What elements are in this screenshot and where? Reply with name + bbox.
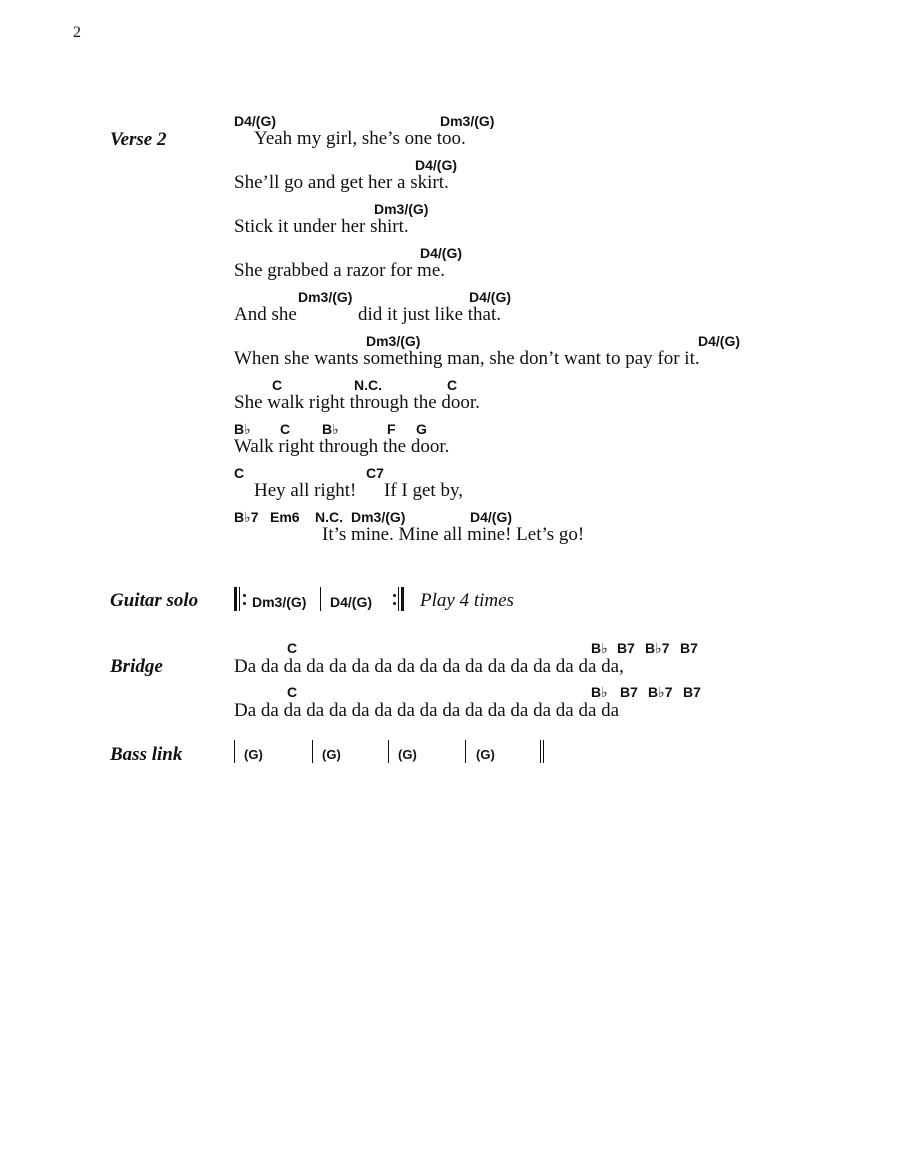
chord: B7 (683, 684, 701, 700)
chord: Dm3/(G) (298, 289, 353, 305)
bar-line (320, 587, 321, 611)
chord: B7 (680, 640, 698, 656)
chord: D4/(G) (330, 594, 372, 610)
chord: D4/(G) (698, 333, 740, 349)
repeat-end-thin-bar (398, 587, 399, 611)
chord: C (234, 465, 245, 481)
repeat-dot (243, 594, 246, 597)
chord: F (387, 421, 396, 437)
chord: B♭ (322, 421, 339, 437)
page-number: 2 (73, 24, 81, 41)
bar-line (388, 740, 389, 763)
chord: C (272, 377, 283, 393)
chord: Dm3/(G) (440, 113, 495, 129)
section-label-verse2: Verse 2 (110, 129, 167, 150)
lyric-line: Walk right through the door. (234, 436, 450, 457)
section-label-bridge: Bridge (110, 656, 163, 677)
final-bar-thin (540, 740, 541, 763)
chord: D4/(G) (469, 289, 511, 305)
chord: Dm3/(G) (252, 594, 307, 610)
chord: B♭ (234, 421, 251, 437)
chord: Em6 (270, 509, 300, 525)
chord: Dm3/(G) (366, 333, 421, 349)
lyric-line: She grabbed a razor for me. (234, 260, 446, 281)
final-bar-thin (543, 740, 544, 763)
chord: Dm3/(G) (374, 201, 429, 217)
chord: C (447, 377, 458, 393)
chord: D4/(G) (420, 245, 462, 261)
chord: (G) (398, 747, 417, 762)
chord: B♭7 (234, 509, 259, 525)
lyric-line: Hey all right! (254, 480, 357, 501)
chord: G (416, 421, 427, 437)
lyric-line: And she (234, 304, 297, 325)
chord: B7 (620, 684, 638, 700)
lyric-line: Stick it under her shirt. (234, 216, 409, 237)
chord: (G) (322, 747, 341, 762)
lyric-line: She’ll go and get her a skirt. (234, 172, 449, 193)
chord: B7 (617, 640, 635, 656)
chord: C (287, 640, 298, 656)
section-label-bass-link: Bass link (110, 744, 183, 765)
section-label-guitar-solo: Guitar solo (110, 590, 199, 611)
repeat-end-thick-bar (401, 587, 404, 611)
repeat-start-thick-bar (234, 587, 237, 611)
chord: (G) (476, 747, 495, 762)
play-times-note: Play 4 times (420, 590, 514, 611)
chord: D4/(G) (470, 509, 512, 525)
lyric-line: Da da da da da da da da da da da da da da da da da (234, 700, 620, 721)
chord: B♭7 (648, 684, 673, 700)
chord: D4/(G) (234, 113, 276, 129)
chord: B♭ (591, 684, 608, 700)
chord: B♭7 (645, 640, 670, 656)
chord: N.C. (354, 377, 382, 393)
repeat-dot (393, 602, 396, 605)
chord: N.C. (315, 509, 343, 525)
bar-line (312, 740, 313, 763)
chord: C (280, 421, 291, 437)
lyric-line: If I get by, (384, 480, 463, 501)
lyric-line: It’s mine. Mine all mine! Let’s go! (322, 524, 585, 545)
lyric-line: Da da da da da da da da da da da da da da da da da, (234, 656, 624, 677)
repeat-start-thin-bar (239, 587, 240, 611)
chord: C (287, 684, 298, 700)
lyric-line: did it just like that. (358, 304, 502, 325)
chord: C7 (366, 465, 384, 481)
chord: Dm3/(G) (351, 509, 406, 525)
bar-line (234, 740, 235, 763)
chord: (G) (244, 747, 263, 762)
repeat-dot (393, 594, 396, 597)
lyric-line: Yeah my girl, she’s one too. (254, 128, 466, 149)
chord: D4/(G) (415, 157, 457, 173)
lyric-line: When she wants something man, she don’t want to pay for it. (234, 348, 700, 369)
repeat-dot (243, 602, 246, 605)
lyric-line: She walk right through the door. (234, 392, 480, 413)
chord: B♭ (591, 640, 608, 656)
bar-line (465, 740, 466, 763)
